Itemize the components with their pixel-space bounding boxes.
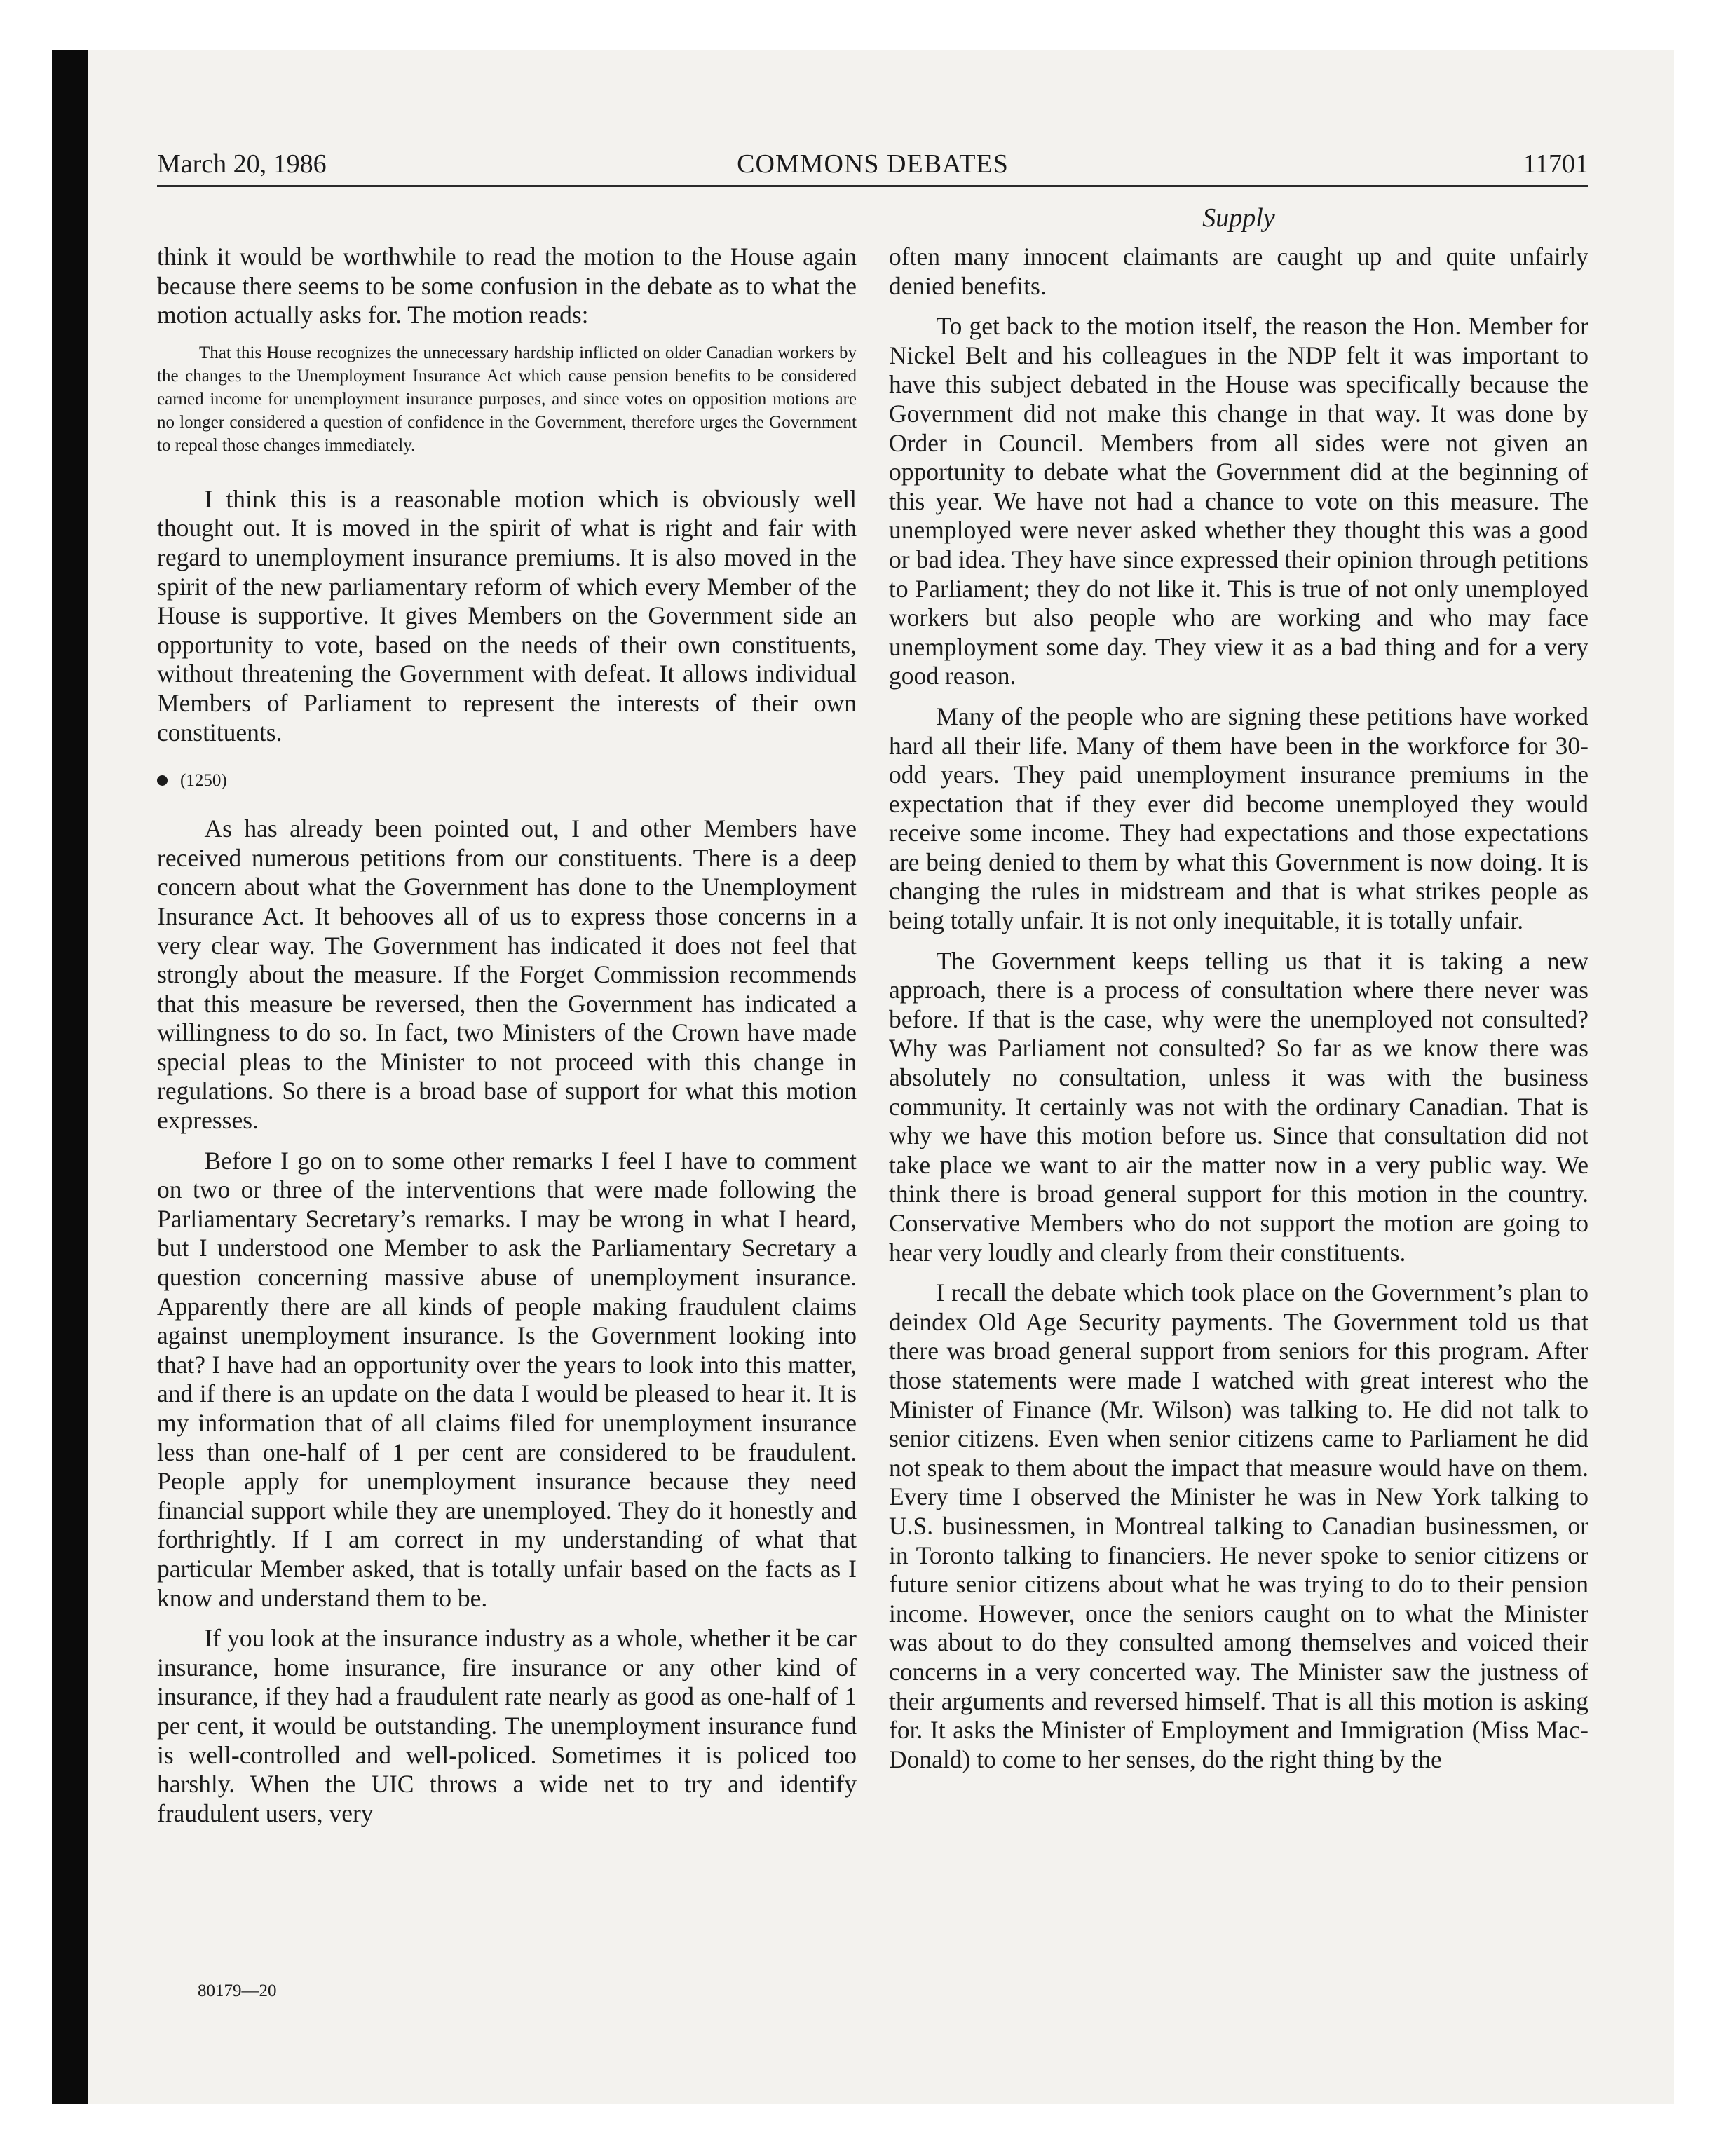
header-publication: COMMONS DEBATES [737,149,1009,179]
footer-print-code: 80179—20 [198,1981,277,2000]
paragraph: If you look at the insurance industry as a whole, whether it be car insurance, home insurance, fire insurance or any other kind of insurance, if they had a fraudulent rate nearly as good as one-half of 1 per cent, it would be outstanding. The unemployment insurance fund is well-controlled and well-policed. Sometimes it is policed too harshly. When the UIC throws a wide net to try and identify fraudulent users, very [157,1624,857,1827]
paragraph: The Government keeps telling us that it is taking a new approach, there is a process of consultation where there never was before. If that is the case, why were the unemployed not consulted? Why was Parliament not consulted? So far as we know there was absolutely no consultation, unless it was with the business community. It certainly was not with the ordinary Canadian. That is why we have this motion before us. Since that consultation did not take place we want to air the matter now in a very public way. We think there is broad general support for this motion in the country. Conservative Members who do not support the motion are going to hear very loudly and clearly from their constituents. [889,946,1588,1267]
time-marker [157,768,857,793]
left-column [157,243,857,1839]
paragraph: To get back to the motion itself, the reason the Hon. Member for Nickel Belt and his colleagues in the NDP felt it was important to have this subject debated in the House was specifically because the Government did not make this change in that way. It was done by Order in Council. Members from all sides were not given an opportunity to debate what the Government did at the beginning of this year. We have not had a chance to vote on this measure. The unemployed were never asked whether they thought this was a good or bad idea. They have since expressed their opinion through petitions to Parliament; they do not like it. This is true of not only unemployed workers but also people who are working and who may face unemployment some day. They view it as a bad thing and for a very good reason. [889,312,1588,690]
paragraph: I think this is a reasonable motion which is obviously well thought out. It is moved in the spirit of what is right and fair with regard to unemployment insurance premiums. It is also moved in the spirit of the new parliamentary reform of which every Member of the House is supportive. It gives Members on the Government side an opportunity to vote, based on the needs of their own constituents, without threatening the Government with defeat. It allows individual Members of Parliament to represent the interests of their own constituents. [157,484,857,746]
paragraph: Before I go on to some other remarks I feel I have to comment on two or three of the interventions that were made following the Parliamentary Secretary’s remarks. I may be wrong in what I heard, but I understood one Member to ask the Parliamentary Secretary a question concerning massive abuse of unemployment insurance. Apparently there are all kinds of people making fraudulent claims against unemployment insurance. Is the Government looking into that? I have had an opportunity over the years to look into this matter, and if there is an update on the data I would be pleased to hear it. It is my information that of all claims filed for unemployment insurance less than one-half of 1 per cent are considered to be fraudulent. People apply for unemployment insurance because they need financial support while they are unemployed. They do it honestly and forthrightly. If I am correct in my understanding of what that particular Member asked, that is totally unfair based on the facts as I know and understand them to be. [157,1146,857,1612]
running-header [157,146,1588,187]
paragraph: I recall the debate which took place on the Government’s plan to deindex Old Age Security payments. The Government told us that there was broad general support from seniors for this program. After those statements were made I watched with great interest who the Minister of Finance (Mr. Wilson) was talking to. He did not talk to senior citizens. Even when senior citizens came to Parliament he did not speak to them about the impact that measure would have on them. Every time I observed the Minister he was in New York talking to U.S. businessmen, in Montreal talking to Canadian businessmen, or in Toronto talking to financiers. He never spoke to senior citizens or future senior citizens about what he was trying to do to their pension income. However, once the seniors caught on to what the Minister was about to do they consulted among themselves and voiced their concerns in a very concerted way. The Minister saw the justness of their arguments and reversed himself. That is all this motion is asking for. It asks the Minister of Employment and Immigration (Miss MacDonald) to come to her senses, do the right thing by the [889,1278,1588,1773]
paragraph: think it would be worthwhile to read the motion to the House again because there seems to be some confusion in the debate as to what the motion actually asks for. The motion reads: [157,243,857,329]
paragraph: Many of the people who are signing these petitions have worked hard all their life. Many of them have been in the workforce for 30-odd years. They paid unemployment insurance premiums in the expectation that if they ever did become unemployed they would receive some income. They had expectations and those expectations are being denied to them by what this Government is now doing. It is changing the rules in midstream and that is what strikes people as being totally unfair. It is not only inequitable, it is totally unfair. [889,702,1588,935]
time-marker-label: (1250) [180,771,227,791]
bullet-dot-icon [157,775,168,786]
motion-quote: That this House recognizes the unnecessary hardship inflicted on older Canadian workers by the changes to the Unemployment Insurance Act which cause pension benefits to be considered earned income for unemployment insurance purposes, and since votes on opposition motions are no longer considered a question of confidence in the Government, therefore urges the Government to repeal those changes immediately. [157,343,857,455]
right-column [889,243,1588,1785]
paragraph: As has already been pointed out, I and other Members have received numerous petitions from our constituents. There is a deep concern about what the Government has done to the Unemployment Insurance Act. It behooves all of us to express those concerns in a very clear way. The Government has indicated it does not feel that strongly about the measure. If the Forget Commission recommends that this measure be reversed, then the Government has indicated a willingness to do so. In fact, two Ministers of the Crown have made special pleas to the Minister to not proceed with this change in regulations. So there is a broad base of support for what this motion expresses. [157,814,857,1135]
header-date: March 20, 1986 [157,149,327,179]
scan-border [52,50,88,2104]
header-page-number: 11701 [1523,149,1588,179]
paragraph: often many innocent claimants are caught up and quite unfairly denied benefits. [889,243,1588,300]
section-title: Supply [1202,203,1275,233]
